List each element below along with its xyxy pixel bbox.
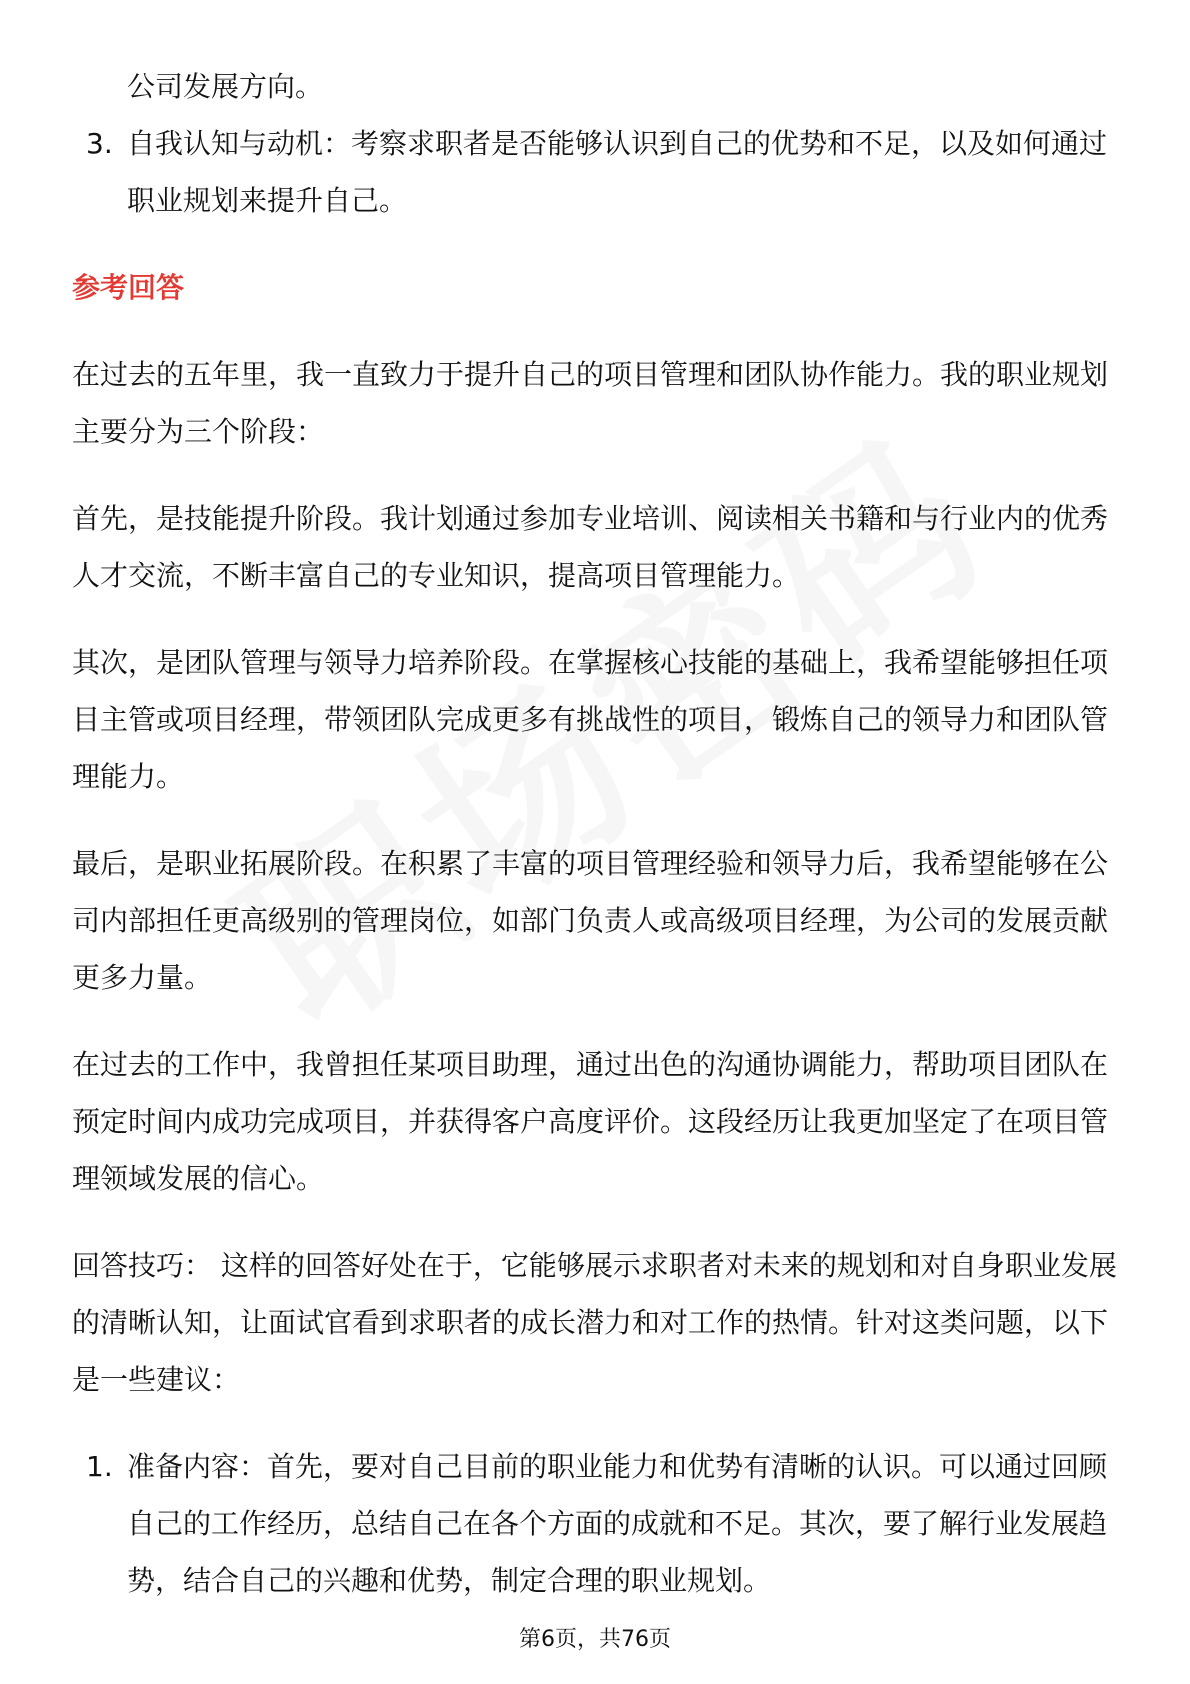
paragraph-intro: 在过去的五年里，我一直致力于提升自己的项目管理和团队协作能力。我的职业规划主要分为三个阶段： bbox=[72, 358, 1109, 448]
list-item-3 bbox=[72, 115, 1122, 229]
list-item-1 bbox=[72, 1438, 1122, 1609]
list-item-text: 准备内容：首先，要对自己目前的职业能力和优势有清晰的认识。可以通过回顾自己的工作经历，总结自己在各个方面的成就和不足。其次，要了解行业发展趋势，结合自己的兴趣和优势，制定合理的职业规划。 bbox=[127, 1450, 1108, 1597]
list-item-continuation: 公司发展方向。 bbox=[127, 70, 324, 103]
list-number: 1. bbox=[86, 1450, 113, 1483]
paragraph-tips: 回答技巧： 这样的回答好处在于，它能够展示求职者对未来的规划和对自身职业发展的清晰认知，让面试官看到求职者的成长潜力和对工作的热情。针对这类问题，以下是一些建议： bbox=[72, 1249, 1117, 1396]
paragraph-stage-2: 其次，是团队管理与领导力培养阶段。在掌握核心技能的基础上，我希望能够担任项目主管或项目经理，带领团队完成更多有挑战性的项目，锻炼自己的领导力和团队管理能力。 bbox=[72, 646, 1109, 793]
section-title: 参考回答 bbox=[72, 271, 185, 304]
page-footer: 第6页，共76页 bbox=[519, 1627, 671, 1652]
paragraph-stage-3: 最后，是职业拓展阶段。在积累了丰富的项目管理经验和领导力后，我希望能够在公司内部担任更高级别的管理岗位，如部门负责人或高级项目经理，为公司的发展贡献更多力量。 bbox=[72, 847, 1109, 994]
list-number: 3. bbox=[86, 127, 113, 160]
page-content bbox=[72, 58, 1122, 1609]
paragraph-experience: 在过去的工作中，我曾担任某项目助理，通过出色的沟通协调能力，帮助项目团队在预定时间内成功完成项目，并获得客户高度评价。这段经历让我更加坚定了在项目管理领域发展的信心。 bbox=[72, 1048, 1109, 1195]
list-item-text: 自我认知与动机：考察求职者是否能够认识到自己的优势和不足，以及如何通过职业规划来提升自己。 bbox=[127, 127, 1108, 217]
paragraph-stage-1: 首先，是技能提升阶段。我计划通过参加专业培训、阅读相关书籍和与行业内的优秀人才交流，不断丰富自己的专业知识，提高项目管理能力。 bbox=[72, 502, 1109, 592]
